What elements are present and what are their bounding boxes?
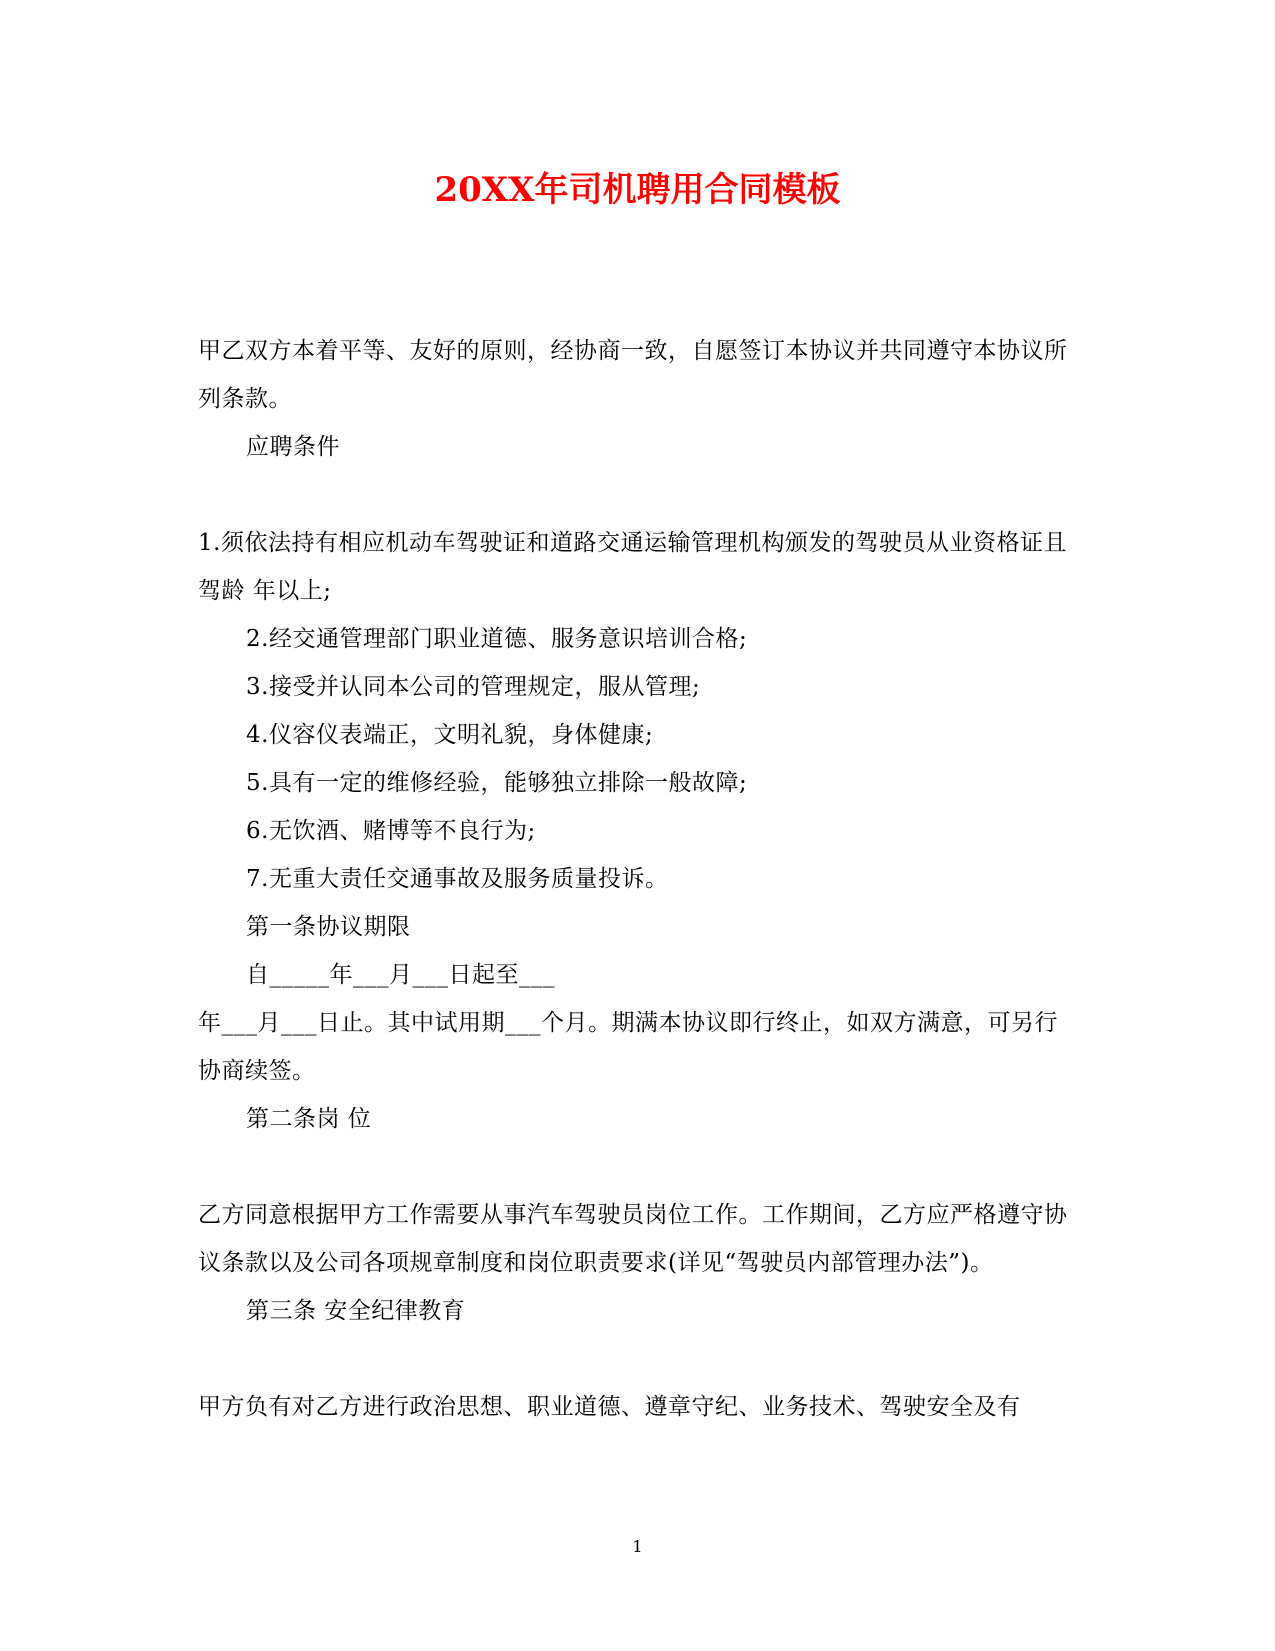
intro-paragraph: 甲乙双方本着平等、友好的原则，经协商一致，自愿签订本协议并共同遵守本协议所列条款。 bbox=[198, 338, 1068, 412]
document-body bbox=[198, 327, 1078, 1431]
requirement-item-5: 5.具有一定的维修经验，能够独立排除一般故障; bbox=[246, 770, 748, 796]
requirement-item-2: 2.经交通管理部门职业道德、服务意识培训合格; bbox=[246, 626, 748, 652]
section-heading-requirements: 应聘条件 bbox=[246, 434, 340, 460]
article-2-heading: 第二条岗 位 bbox=[246, 1106, 372, 1132]
document-title: 20XX年司机聘用合同模板 bbox=[434, 170, 841, 210]
article-1-date-line: 自_____年___月___日起至___ bbox=[246, 962, 555, 988]
spacer bbox=[198, 1143, 1078, 1191]
page-number: 1 bbox=[632, 1537, 643, 1556]
requirement-item-1: 1.须依法持有相应机动车驾驶证和道路交通运输管理机构颁发的驾驶员从业资格证且驾龄 年以上; bbox=[198, 530, 1067, 604]
article-3-body: 甲方负有对乙方进行政治思想、职业道德、遵章守纪、业务技术、驾驶安全及有 bbox=[198, 1394, 1021, 1420]
requirement-item-7: 7.无重大责任交通事故及服务质量投诉。 bbox=[246, 866, 669, 892]
spacer bbox=[198, 1335, 1078, 1383]
article-1-heading: 第一条协议期限 bbox=[246, 914, 411, 940]
spacer bbox=[198, 471, 1078, 519]
article-3-heading: 第三条 安全纪律教育 bbox=[246, 1298, 466, 1324]
requirement-item-4: 4.仪容仪表端正，文明礼貌，身体健康; bbox=[246, 722, 654, 748]
article-1-body: 年___月___日止。其中试用期___个月。期满本协议即行终止，如双方满意，可另行协商续签。 bbox=[198, 1010, 1058, 1084]
article-2-body: 乙方同意根据甲方工作需要从事汽车驾驶员岗位工作。工作期间，乙方应严格遵守协议条款以及公司各项规章制度和岗位职责要求(详见“驾驶员内部管理办法”)。 bbox=[198, 1202, 1068, 1276]
requirement-item-6: 6.无饮酒、赌博等不良行为; bbox=[246, 818, 536, 844]
requirement-item-3: 3.接受并认同本公司的管理规定，服从管理; bbox=[246, 674, 701, 700]
